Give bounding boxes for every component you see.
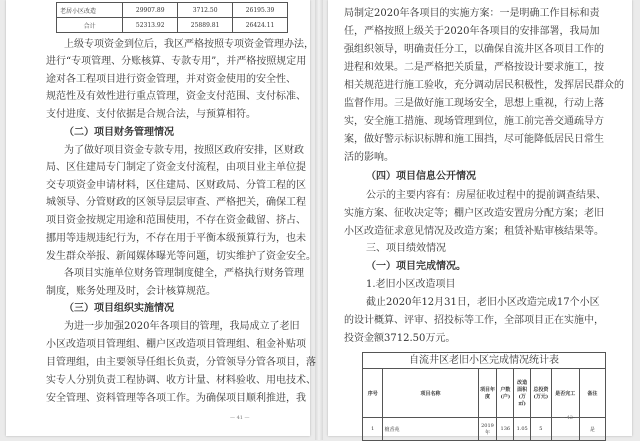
- section-heading: （一）项目完成情况。: [366, 261, 466, 272]
- table-cell: 合计: [57, 18, 123, 33]
- text-line: 为进一步加强2020年各项目的管理，我局成立了老旧: [64, 321, 300, 332]
- table-cell: 25889.81: [178, 18, 233, 33]
- table-cell: 檀香苑: [383, 418, 478, 441]
- text-line: 进程和效果。二是严格把关质量，严格按设计要求施工，按: [344, 62, 604, 73]
- text-line: 局制定2020年各项目的实施方案：一是明确工作目标和责: [344, 8, 600, 19]
- table-cell: 2019年: [478, 418, 497, 441]
- table-cell: 136: [497, 418, 514, 441]
- subheading: 1.老旧小区改造项目: [366, 279, 456, 290]
- budget-table: [56, 2, 288, 33]
- section-heading: （四）项目信息公开情况: [366, 171, 476, 182]
- text-line: 进行“专项管理、分账核算、专款专用”，并严格按照规定用: [46, 56, 307, 67]
- table-cell: 是: [579, 418, 605, 441]
- table-cell: 52313.92: [123, 18, 178, 33]
- table-header-cell: 备注: [579, 369, 605, 418]
- table-header-cell: 序号: [363, 369, 383, 418]
- page-gutter: [315, 0, 323, 440]
- text-line: 发生群众举报、新闻媒体曝光等问题，切实维护了资金安全。: [46, 251, 316, 262]
- text-line: 支付进度、支付依据是合规合法，与预算相符。: [46, 109, 256, 120]
- table-header-cell: 项目年度: [478, 369, 497, 418]
- text-line: 城领导、分管财政的区领导层层审查、严格把关，确保工程: [46, 197, 306, 208]
- section-heading: 三、项目绩效情况: [366, 243, 446, 254]
- table-header-row: [363, 369, 606, 418]
- text-line: 相关规范进行施工验收，充分调动居民积极性，发挥居民群众的: [344, 80, 624, 91]
- text-line: 案，做好警示标识标牌和施工围挡，尽可能降低居民日常生: [344, 134, 604, 145]
- table-header-cell: 是否完工: [551, 369, 579, 418]
- table-cell: 29907.89: [123, 3, 178, 18]
- text-line: 途对各工程项目进行资金管理，并对资金使用的安全性、: [46, 74, 296, 85]
- text-line: 局、区住建局专门制定了资金支付流程，由项目业主单位提: [46, 162, 306, 173]
- text-line: 制度，账务处理及时，会计核算规范。: [46, 286, 216, 297]
- project-table: [362, 368, 606, 441]
- text-line: 的设计概算、评审、招投标等工作，全部项目正在实施中，: [344, 315, 604, 326]
- table-cell: 1: [363, 418, 383, 441]
- section-heading: （二）项目财务管理情况: [64, 127, 174, 138]
- text-line: 实专人分别负责工程协调、收方计量、材料验收、用电技术、: [46, 375, 316, 386]
- text-line: 各项目实施单位财务管理制度健全，严格执行财务管理: [64, 268, 304, 279]
- text-line: 公示的主要内容有：房屋征收过程中的提前调查结果、: [366, 190, 606, 201]
- page-number: — 41 —: [230, 415, 250, 421]
- table-cell: 26424.11: [233, 18, 288, 33]
- text-line: 目管理组，由主要领导任组长负责，分管领导分管各项目，落: [46, 357, 316, 368]
- text-line: 安全管理、资料管理等各项工作。为确保项目顺利推进，我: [46, 393, 306, 404]
- text-line: 挪用等违规违纪行为，不存在用于平衡本级预算行为，也未: [46, 233, 306, 244]
- table-header-cell: 总投资(万元): [531, 369, 552, 418]
- text-line: 监督作用。三是做好施工现场安全，思想上重视，行动上落: [344, 98, 604, 109]
- table-cell: 3712.50: [178, 3, 233, 18]
- left-page: [6, 0, 316, 436]
- table-cell: 26195.39: [233, 3, 288, 18]
- table-cell: 5: [531, 418, 552, 441]
- table-header-cell: 改造面积(万㎡): [514, 369, 531, 418]
- table-caption: 自流井区老旧小区完成情况统计表: [362, 352, 606, 369]
- right-page: [328, 0, 632, 436]
- text-line: 强组织领导，明确责任分工，以确保自流井区各项目工作的: [344, 44, 604, 55]
- text-line: 交专项资金申请材料，区住建局、区财政局、分管工程的区: [46, 180, 306, 191]
- text-line: 小区改造项目管理组、棚户区改造项目管理组、租金补贴项: [46, 339, 306, 350]
- text-line: 任，严格按照上级关于2020年各项目的安排部署，我局加: [344, 26, 600, 37]
- text-line: 实，安全施工措施、现场管理到位，施工前完善交通疏导方: [344, 116, 604, 127]
- table-header-cell: 项目名称: [383, 369, 478, 418]
- page-number: — 42 —: [560, 415, 580, 421]
- text-line: 小区改造征求意见情况及改造方案；租赁补贴审核结果等。: [344, 226, 604, 237]
- text-line: 上级专项资金到位后，我区严格按照专项资金管理办法，: [64, 39, 314, 50]
- table-cell: 老居小区改造: [57, 3, 123, 18]
- text-line: 为了做好项目资金专款专用，按照区政府安排，区财政: [64, 145, 304, 156]
- text-line: 活的影响。: [344, 152, 394, 163]
- section-heading: （三）项目组织实施情况: [64, 303, 174, 314]
- table-row: [57, 18, 288, 33]
- text-line: 截止2020年12月31日，老旧小区改造完成17个小区: [366, 297, 600, 308]
- table-header-cell: 户数(户): [497, 369, 514, 418]
- table-cell: 1.05: [514, 418, 531, 441]
- text-line: 实施方案、征收决定等；棚户区改造安置房分配方案；老旧: [344, 208, 604, 219]
- text-line: 项目资金按规定用途和范围使用，不存在资金截留、挤占、: [46, 215, 306, 226]
- table-row: [57, 3, 288, 18]
- text-line: 规范性及有效性进行重点管理，资金支付范围、支付标准、: [46, 91, 306, 102]
- text-line: 投资金额3712.50万元。: [344, 333, 456, 344]
